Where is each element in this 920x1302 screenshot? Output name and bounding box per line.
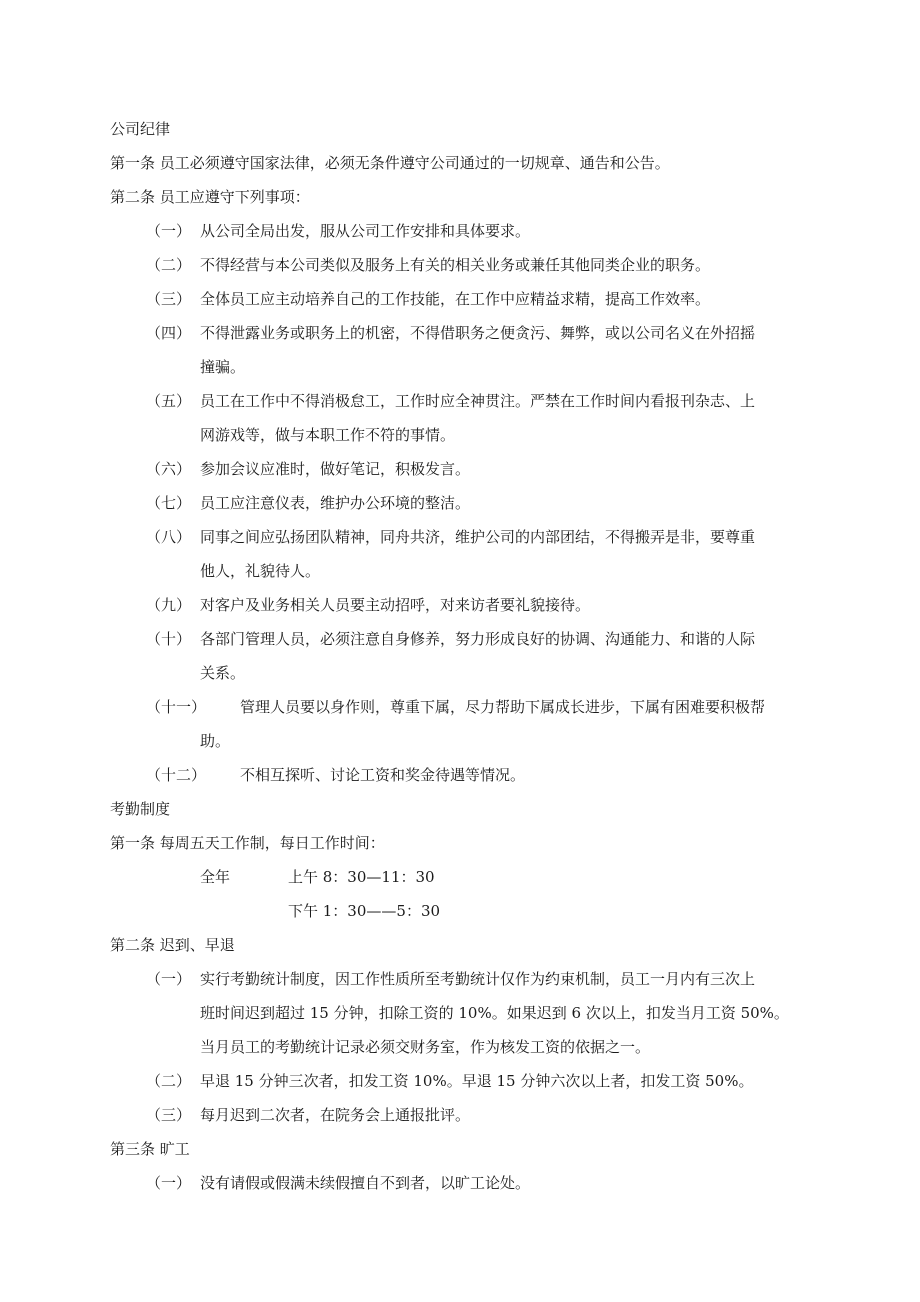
item-text-continued: 助。 — [200, 732, 231, 750]
section-title-attendance: 考勤制度 — [110, 800, 171, 818]
item-text: 员工在工作中不得消极怠工，工作时应全神贯注。严禁在工作时间内看报刊杂志、上 — [200, 392, 756, 410]
item-number: （七） — [146, 494, 192, 512]
item-number: （二） — [146, 1072, 192, 1090]
item-number: （五） — [146, 392, 192, 410]
item-text: 从公司全局出发，服从公司工作安排和具体要求。 — [200, 222, 531, 240]
item-number: （六） — [146, 460, 192, 478]
item-text: 实行考勤统计制度，因工作性质所至考勤统计仅作为约束机制，员工一月内有三次上 — [200, 970, 756, 988]
item-text: 同事之间应弘扬团队精神，同舟共济，维护公司的内部团结，不得搬弄是非，要尊重 — [200, 528, 756, 546]
item-text: 不得经营与本公司类似及服务上有关的相关业务或兼任其他同类企业的职务。 — [200, 256, 711, 274]
item-text: 不相互探听、讨论工资和奖金待遇等情况。 — [240, 766, 526, 784]
item-text: 参加会议应准时，做好笔记，积极发言。 — [200, 460, 471, 478]
attendance-article-1: 第一条 每周五天工作制，每日工作时间： — [110, 834, 385, 852]
item-text-continued: 当月员工的考勤统计记录必须交财务室，作为核发工资的依据之一。 — [200, 1038, 651, 1056]
item-number: （四） — [146, 324, 192, 342]
item-number: （三） — [146, 1106, 192, 1124]
item-text: 没有请假或假满未续假擅自不到者，以旷工论处。 — [200, 1174, 531, 1192]
schedule-morning: 上午 8：30—11：30 — [288, 868, 435, 886]
item-number: （九） — [146, 596, 192, 614]
item-text: 不得泄露业务或职务上的机密，不得借职务之便贪污、舞弊，或以公司名义在外招摇 — [200, 324, 756, 342]
item-text-continued: 班时间迟到超过 15 分钟，扣除工资的 10%。如果迟到 6 次以上，扣发当月工资 50%。 — [200, 1004, 789, 1022]
item-text: 管理人员要以身作则，尊重下属，尽力帮助下属成长进步，下属有困难要积极帮 — [240, 698, 766, 716]
item-number: （十二） — [146, 766, 207, 784]
item-text-continued: 关系。 — [200, 664, 246, 682]
item-number: （二） — [146, 256, 192, 274]
item-text: 全体员工应主动培养自己的工作技能，在工作中应精益求精，提高工作效率。 — [200, 290, 711, 308]
section-title-discipline: 公司纪律 — [110, 120, 171, 138]
attendance-article-2: 第二条 迟到、早退 — [110, 936, 235, 954]
item-number: （十一） — [146, 698, 207, 716]
schedule-period: 全年 — [200, 868, 231, 886]
item-text: 每月迟到二次者，在院务会上通报批评。 — [200, 1106, 471, 1124]
article-1: 第一条 员工必须遵守国家法律，必须无条件遵守公司通过的一切规章、通告和公告。 — [110, 154, 670, 172]
item-text: 对客户及业务相关人员要主动招呼，对来访者要礼貌接待。 — [200, 596, 591, 614]
attendance-article-3: 第三条 旷工 — [110, 1140, 190, 1158]
article-2: 第二条 员工应遵守下列事项： — [110, 188, 310, 206]
item-number: （一） — [146, 1174, 192, 1192]
item-text-continued: 网游戏等，做与本职工作不符的事情。 — [200, 426, 456, 444]
item-number: （一） — [146, 970, 192, 988]
item-number: （十） — [146, 630, 192, 648]
item-text: 早退 15 分钟三次者，扣发工资 10%。早退 15 分钟六次以上者，扣发工资 50%。 — [200, 1072, 754, 1090]
item-number: （三） — [146, 290, 192, 308]
item-text: 各部门管理人员，必须注意自身修养，努力形成良好的协调、沟通能力、和谐的人际 — [200, 630, 756, 648]
item-text-continued: 他人，礼貌待人。 — [200, 562, 321, 580]
item-number: （八） — [146, 528, 192, 546]
item-number: （一） — [146, 222, 192, 240]
item-text: 员工应注意仪表，维护办公环境的整洁。 — [200, 494, 471, 512]
item-text-continued: 撞骗。 — [200, 358, 246, 376]
schedule-afternoon: 下午 1：30——5：30 — [288, 902, 441, 920]
